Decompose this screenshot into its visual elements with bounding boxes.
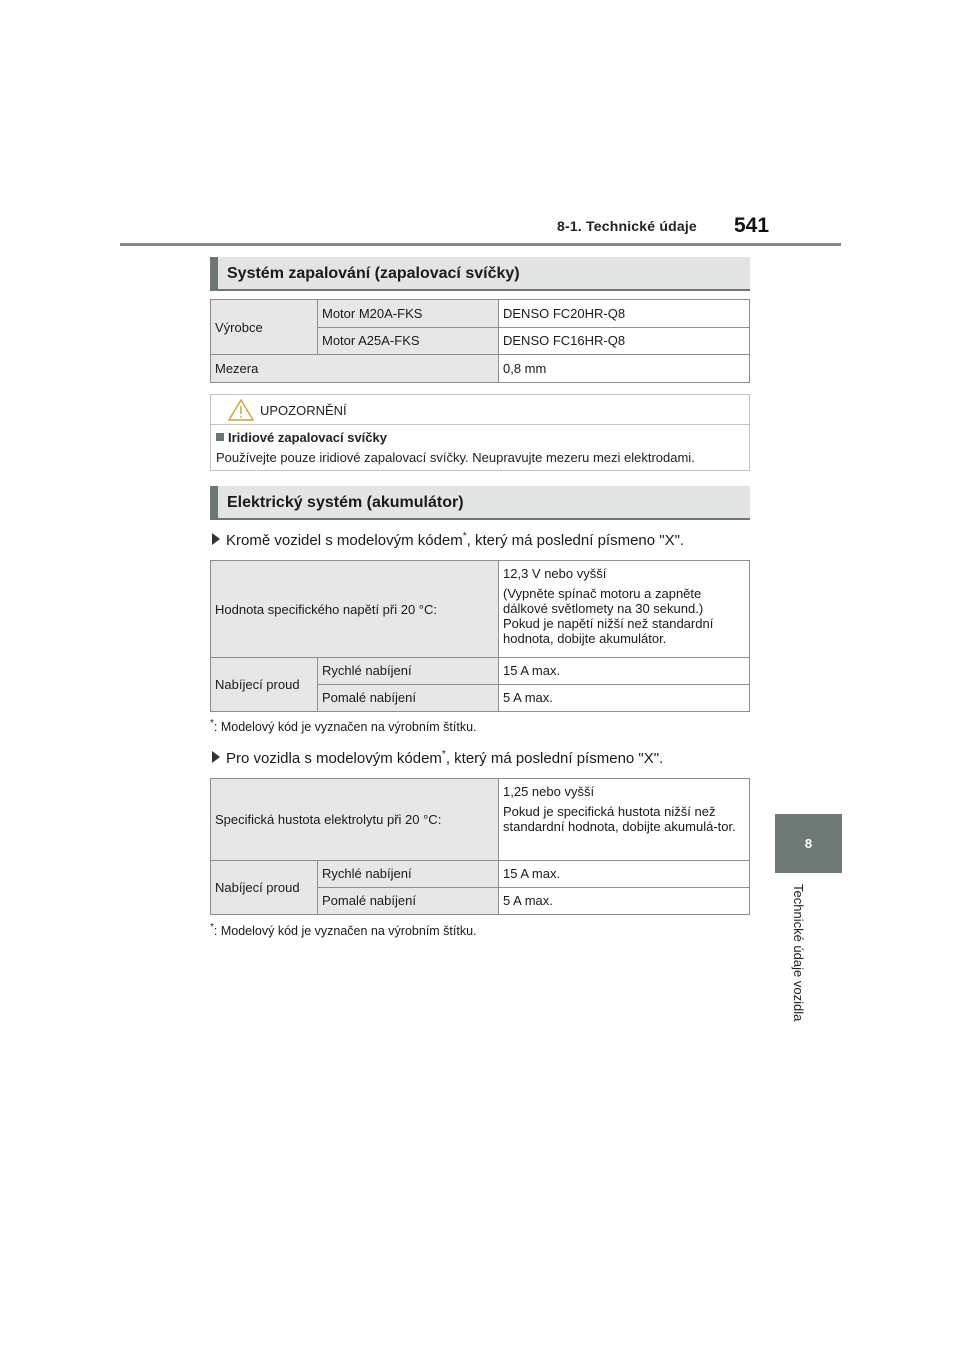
- fast-label-cell-2: Rychlé nabíjení: [318, 861, 499, 888]
- fast-value-cell-2: 15 A max.: [499, 861, 750, 888]
- charge-label-cell-2: Nabíjecí proud: [211, 861, 318, 915]
- page-number: 541: [734, 214, 770, 237]
- intro-bullet-1: Kromě vozidel s modelovým kódem*, který má poslední písmeno "X".: [212, 531, 684, 549]
- slow-label-cell: Pomalé nabíjení: [318, 685, 499, 712]
- warning-triangle-icon: [228, 399, 254, 421]
- warning-header: [211, 395, 749, 425]
- fast-value-cell: 15 A max.: [499, 658, 750, 685]
- header-divider: [120, 243, 841, 246]
- chapter-label: Technické údaje vozidla: [791, 884, 806, 1022]
- square-bullet-icon: [216, 433, 224, 441]
- gap-label-cell: Mezera: [211, 355, 499, 383]
- chapter-tab: 8: [775, 814, 842, 873]
- voltage-table: [210, 560, 750, 712]
- footnote-2: *: Modelový kód je vyznačen na výrobním štítku.: [210, 922, 477, 939]
- ignition-heading-rule: [210, 289, 750, 291]
- density-value-cell: 1,25 nebo vyšší Pokud je specifická hustota nižší než standardní hodnota, dobijte akumulá-tor.: [499, 779, 750, 861]
- ignition-section-heading: [210, 257, 750, 290]
- electrical-section-heading: [210, 486, 750, 519]
- triangle-bullet-icon: [212, 751, 220, 763]
- electrical-heading-rule: [210, 518, 750, 520]
- plug2-cell: DENSO FC16HR-Q8: [499, 328, 750, 355]
- density-label-cell: Specifická hustota elektrolytu při 20 °C:: [211, 779, 499, 861]
- electrical-title: Elektrický systém (akumulátor): [227, 493, 464, 511]
- warning-subtitle: Iridiové zapalovací svíčky: [216, 430, 387, 445]
- slow-value-cell: 5 A max.: [499, 685, 750, 712]
- section-title: 8-1. Technické údaje: [557, 218, 697, 234]
- warning-title: UPOZORNĚNÍ: [260, 403, 347, 418]
- engine2-cell: Motor A25A-FKS: [318, 328, 499, 355]
- slow-value-cell-2: 5 A max.: [499, 888, 750, 915]
- engine1-cell: Motor M20A-FKS: [318, 300, 499, 328]
- slow-label-cell-2: Pomalé nabíjení: [318, 888, 499, 915]
- gap-value-cell: 0,8 mm: [499, 355, 750, 383]
- charge-label-cell: Nabíjecí proud: [211, 658, 318, 712]
- intro-bullet-2: Pro vozidla s modelovým kódem*, který má poslední písmeno "X".: [212, 749, 663, 767]
- fast-label-cell: Rychlé nabíjení: [318, 658, 499, 685]
- voltage-value-cell: 12,3 V nebo vyšší (Vypněte spínač motoru a zapněte dálkové světlomety na 30 sekund.) Pokud je napětí nižší než standardní hodnota, dobijte akumulátor.: [499, 561, 750, 658]
- plug1-cell: DENSO FC20HR-Q8: [499, 300, 750, 328]
- ignition-title: Systém zapalování (zapalovací svíčky): [227, 264, 520, 282]
- density-table: [210, 778, 750, 915]
- ignition-table: [210, 299, 750, 383]
- warning-text: Používejte pouze iridiové zapalovací svíčky. Neupravujte mezeru mezi elektrodami.: [216, 450, 695, 465]
- triangle-bullet-icon: [212, 533, 220, 545]
- voltage-label-cell: Hodnota specifického napětí při 20 °C:: [211, 561, 499, 658]
- footnote-1: *: Modelový kód je vyznačen na výrobním štítku.: [210, 718, 477, 735]
- maker-label-cell: Výrobce: [211, 300, 318, 355]
- warning-box: [210, 394, 750, 471]
